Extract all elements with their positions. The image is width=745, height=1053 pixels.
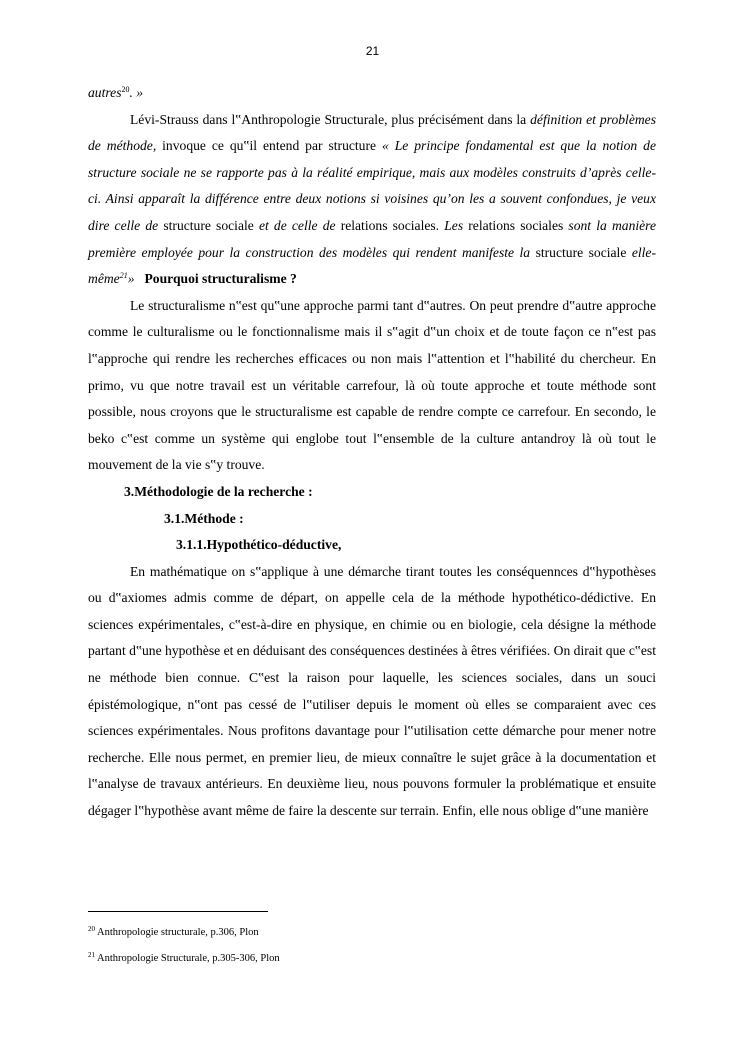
paragraph-structuralisme: Le structuralisme n‟est qu‟une approche parmi tant d‟autres. On peut prendre d‟autre approche comme le culturalisme ou le fonctionnalisme mais il s‟agit d‟un choix et de toute façon ce n‟est pas l‟approche qui rendre les recherches efficaces ou non mais l‟attention et l‟habilité du chercheur. En primo, vu que notre travail est un véritable carrefour, là où toute approche et toute méthode sont possible, nous croyons que le structuralisme est capable de rendre compte ce carrefour. En secondo, le beko c‟est comme un système qui englobe tout l‟ensemble de la culture antandroy là où tout le mouvement de la vie s‟y trouve. <box>88 297 656 473</box>
footnote-text: Anthropologie structurale, p.306, Plon <box>95 927 259 938</box>
text-run: relations sociales <box>463 217 569 233</box>
text-run: invoque ce qu‟il entend par structure <box>156 138 382 154</box>
footnote-ref-20[interactable]: 20 <box>121 85 130 94</box>
paragraph-levi-strauss <box>88 107 656 293</box>
quote-run: elle-même <box>88 244 656 287</box>
page-number: 21 <box>365 44 380 58</box>
section-question: Pourquoi structuralisme ? <box>144 271 297 287</box>
footnote-20 <box>88 920 656 946</box>
paragraph-fragment <box>88 80 656 107</box>
fragment-text: autres <box>88 85 122 100</box>
heading-methode: 3.1.Méthode : <box>164 510 244 526</box>
footnotes <box>88 920 656 972</box>
quote-run: sont la manière première employée pour la construction des modèles qui rendent manifeste la <box>88 217 656 260</box>
footnote-ref-21[interactable]: 21 <box>119 271 128 281</box>
text-run: Lévi-Strauss dans l‟Anthropologie Structurale, plus précisément dans la <box>130 111 531 127</box>
text-run: relations sociales. <box>340 217 445 233</box>
footnote-number: 20 <box>88 925 95 933</box>
footnote-separator <box>88 911 268 912</box>
footnote-number: 21 <box>88 951 95 959</box>
paragraph-mathematique: En mathématique on s‟applique à une démarche tirant toutes les conséquennces d‟hypothèses ou d‟axiomes admis comme de départ, on appelle cela de la méthode hypothético-dédictive. En sciences expérimentales, c‟est-à-dire en physique, en chimie ou en biologie, cela désigne la méthode partant d‟une hypothèse et en déduisant des conséquences destinées à êtres vérifiées. On dirait que c‟est ne méthode bien connue. C‟est la raison pour laquelle, les sciences sociales, dans un souci épistémologique, n‟ont pas cessé de l‟utiliser depuis le moment où elles se comparaient avec ces sciences expérimentales. Nous profitons davantage pour l‟utilisation cette démarche pour mener notre recherche. Elle nous permet, en premier lieu, de mieux connaître le sujet grâce à la documentation et l‟analyse de travaux antérieurs. En deuxième lieu, nous pouvons formuler la problématique et ensuite dégager l‟hypothèse avant même de faire la descente sur terrain. Enfin, elle nous oblige d‟une manière <box>88 563 656 819</box>
text-run: structure sociale <box>163 217 254 233</box>
body-text <box>88 80 656 825</box>
quote-close: » <box>127 271 135 287</box>
text-run: structure sociale <box>530 244 632 260</box>
quote-run: Les <box>444 217 464 233</box>
heading-methodologie: 3.Méthodologie de la recherche : <box>124 483 313 499</box>
text-run-italic: définition et problèmes de méthode, <box>88 111 656 154</box>
heading-hypothetico-deductive: 3.1.1.Hypothético-déductive, <box>176 537 342 553</box>
fragment-end: . » <box>129 85 144 100</box>
quote-run: et de celle de <box>253 217 341 233</box>
footnote-21 <box>88 946 656 972</box>
footnote-text: Anthropologie Structurale, p.305-306, Plon <box>95 953 280 964</box>
quote-run: « Le principe fondamental est que la notion de structure sociale ne se rapporte pas à la réalité empirique, mais aux modèles construits d’après celle-ci. Ainsi apparaît la différence entre deux notions si voisines qu’on les a souvent confondues, je veux dire celle de <box>88 138 656 233</box>
